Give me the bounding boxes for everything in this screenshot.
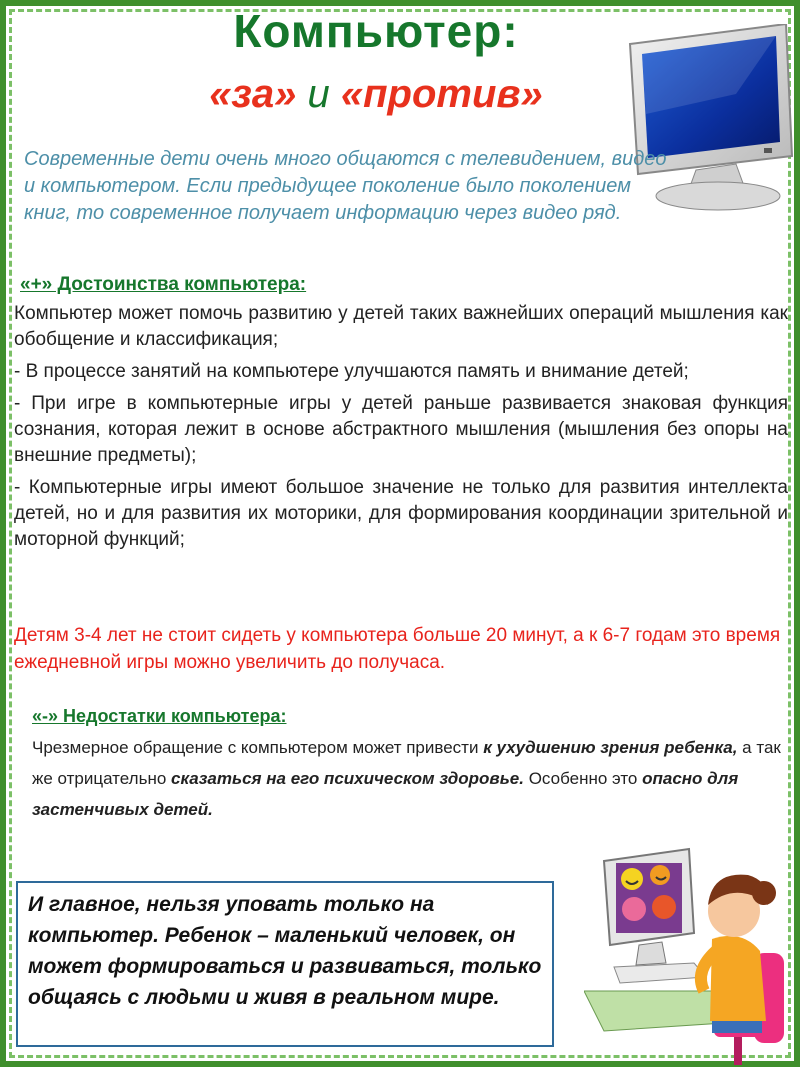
final-note-box: И главное, нельзя уповать только на компьютер. Ребенок – маленький человек, он может формироваться и развиваться, только общаясь с людьми и живя в реальном мире. [16,881,554,1047]
cons-text-part: Особенно это [523,769,643,788]
cons-text [32,732,782,825]
pros-item: Компьютер может помочь развитию у детей таких важнейших операций мышления как обобщение и классификация; [14,303,788,350]
cons-title: «-» Недостатки компьютера: [32,706,287,726]
title-against: «против» [340,72,543,116]
cons-text-part: а так же отрицательно [32,738,781,788]
warning-text: Детям 3-4 лет не стоит сидеть у компьютера больше 20 минут, а к 6-7 годам это время ежедневной игры можно увеличить до получаса. [14,625,781,673]
cons-text-emphasis: опасно для застенчивых детей. [32,769,739,819]
pros-title: «+» Достоинства компьютера: [20,274,307,295]
title-line1: Компьютер: [233,5,519,57]
pros-item: - Компьютерные игры имеют большое значение не только для развития интеллекта детей, но и для развития их моторики, для формирования координации зрительной и моторной функций; [14,477,788,550]
intro-text: Современные дети очень много общаются с телевидением, видео и компьютером. Если предыдущее поколение было поколением книг, то современное получает информацию через видео ряд. [24,148,667,224]
child-at-computer-icon [584,841,799,1066]
title-for: «за» [209,72,297,116]
cons-text-part: Чрезмерное обращение с компьютером может привести [32,738,484,757]
pros-item: - При игре в компьютерные игры у детей раньше развивается знаковая функция сознания, которая лежит в основе абстрактного мышления (мышления без опоры на внешние предметы); [14,393,788,466]
pros-item: - В процессе занятий на компьютере улучшаются память и внимание детей; [14,361,689,382]
title-and: и [307,72,330,116]
cons-text-emphasis: к ухудшению зрения ребенка, [483,738,738,757]
cons-text-emphasis: сказаться на его психическом здоровье. [171,769,524,788]
pros-list [14,301,788,559]
